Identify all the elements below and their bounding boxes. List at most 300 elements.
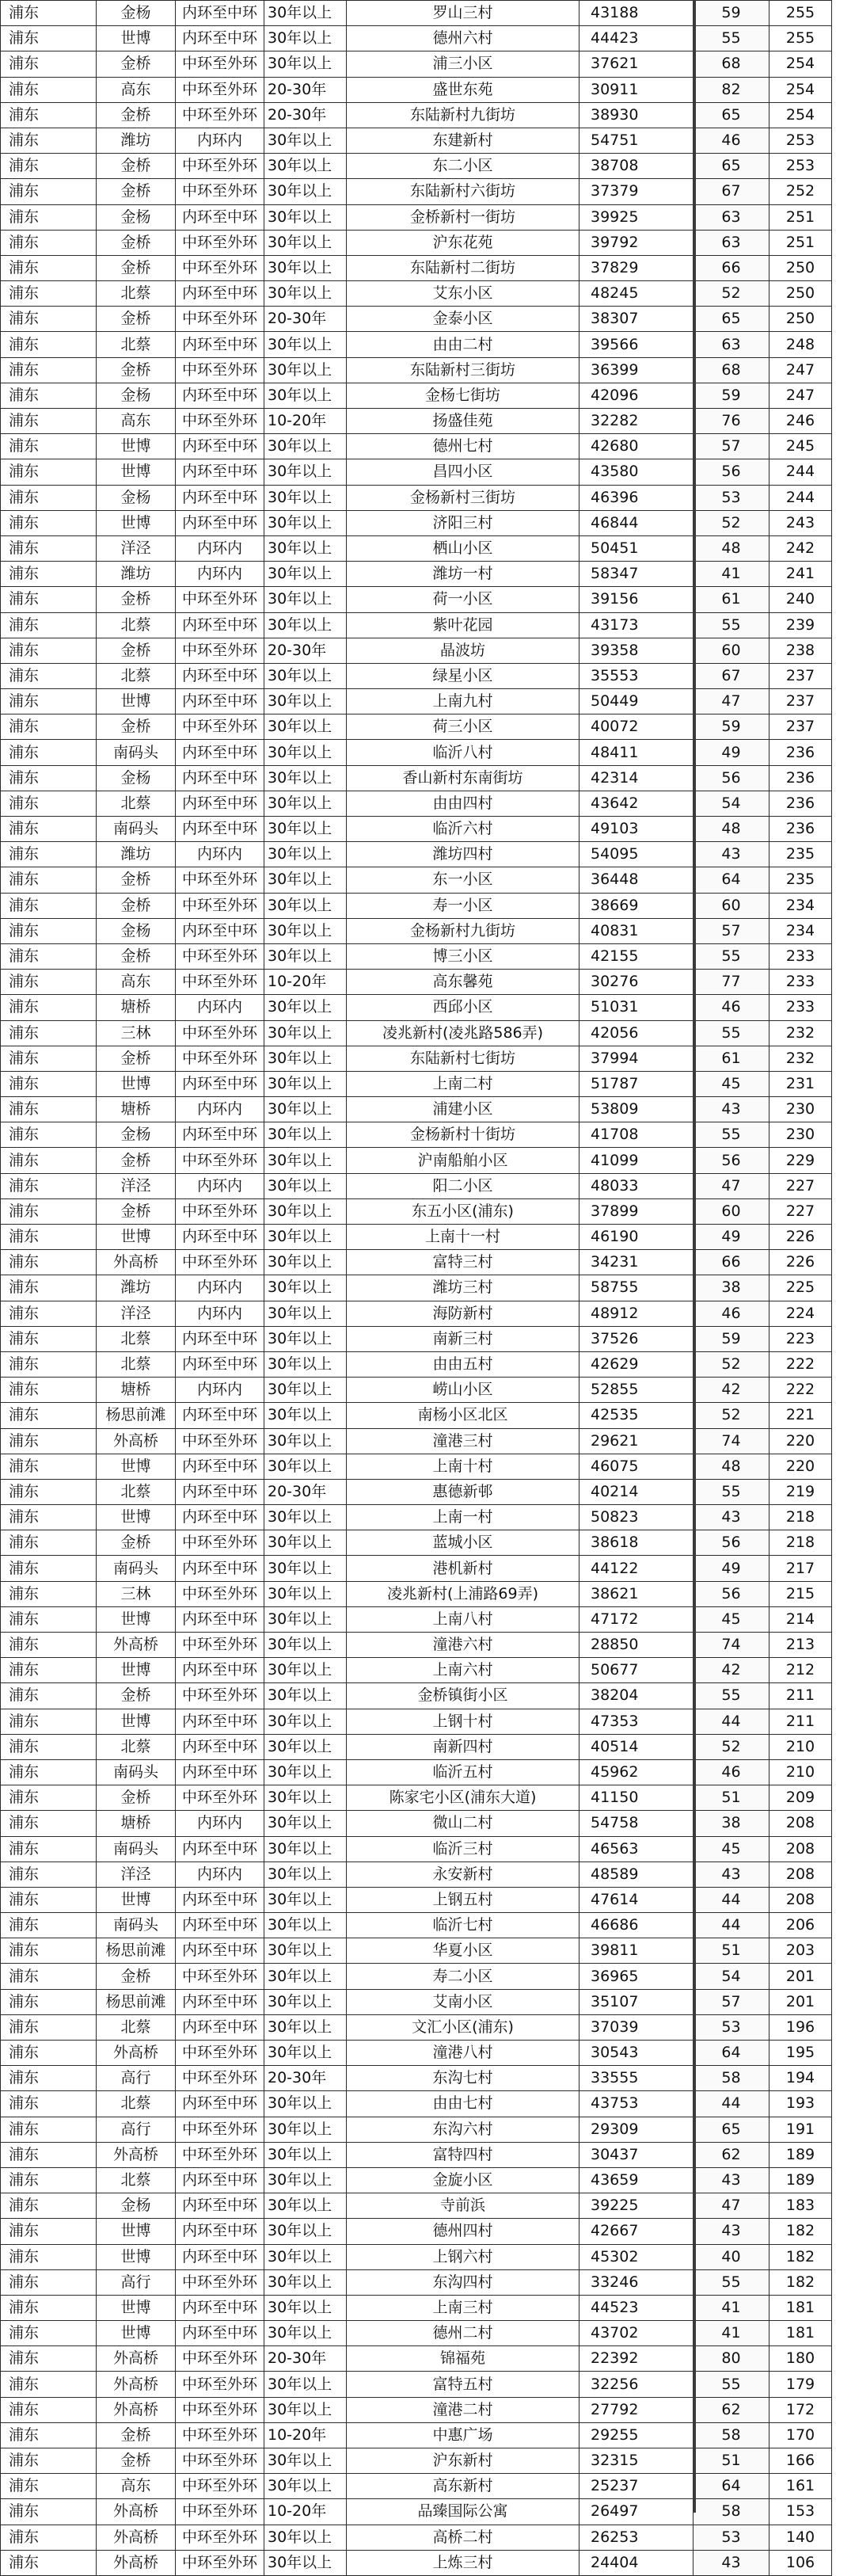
table-row xyxy=(1,357,832,383)
area-cell: 北蔡 xyxy=(97,281,176,307)
community-name-cell: 南杨小区北区 xyxy=(347,1403,580,1428)
district-cell: 浦东 xyxy=(1,1505,97,1530)
table-row xyxy=(1,2321,832,2346)
district-cell: 浦东 xyxy=(1,434,97,459)
ring-cell: 中环至外环 xyxy=(176,2269,264,2295)
community-name-cell: 金桥镇街小区 xyxy=(347,1683,580,1709)
area-cell: 金桥 xyxy=(97,893,176,918)
price-cell: 50823 xyxy=(580,1505,694,1530)
score-cell: 51 xyxy=(694,2448,770,2474)
age-cell: 30年以上 xyxy=(264,2041,347,2066)
age-cell: 30年以上 xyxy=(264,1428,347,1454)
price-cell: 42535 xyxy=(580,1403,694,1428)
district-cell: 浦东 xyxy=(1,765,97,791)
price-cell: 45962 xyxy=(580,1759,694,1785)
community-name-cell: 荷三小区 xyxy=(347,714,580,740)
ring-cell: 中环至外环 xyxy=(176,2372,264,2397)
ring-cell: 内环至中环 xyxy=(176,1071,264,1096)
score-cell: 43 xyxy=(694,2167,770,2193)
district-cell: 浦东 xyxy=(1,2422,97,2448)
age-cell: 30年以上 xyxy=(264,2372,347,2397)
price-cell: 38621 xyxy=(580,1581,694,1606)
ring-cell: 中环至外环 xyxy=(176,893,264,918)
age-cell: 20-30年 xyxy=(264,2066,347,2091)
score-cell: 52 xyxy=(694,1351,770,1377)
district-cell: 浦东 xyxy=(1,1862,97,1887)
age-cell: 30年以上 xyxy=(264,1225,347,1250)
rank-cell: 166 xyxy=(770,2448,832,2474)
score-cell: 56 xyxy=(694,1148,770,1173)
area-cell: 潍坊 xyxy=(97,1275,176,1301)
price-cell: 44523 xyxy=(580,2295,694,2320)
age-cell: 30年以上 xyxy=(264,817,347,842)
table-row xyxy=(1,587,832,612)
age-cell: 30年以上 xyxy=(264,1964,347,1989)
community-name-cell: 金杨七街坊 xyxy=(347,383,580,408)
table-row xyxy=(1,1,832,26)
district-cell: 浦东 xyxy=(1,689,97,714)
price-cell: 37039 xyxy=(580,2014,694,2040)
district-cell: 浦东 xyxy=(1,943,97,969)
age-cell: 30年以上 xyxy=(264,1759,347,1785)
area-cell: 金杨 xyxy=(97,765,176,791)
rank-cell: 239 xyxy=(770,612,832,638)
rank-cell: 254 xyxy=(770,77,832,102)
ring-cell: 中环至外环 xyxy=(176,2346,264,2372)
table-row xyxy=(1,2499,832,2525)
age-cell: 30年以上 xyxy=(264,51,347,77)
ring-cell: 中环至外环 xyxy=(176,77,264,102)
community-name-cell: 上炼三村 xyxy=(347,2550,580,2575)
score-cell: 47 xyxy=(694,2193,770,2219)
price-cell: 42056 xyxy=(580,1020,694,1046)
table-row xyxy=(1,842,832,867)
score-cell: 40 xyxy=(694,2244,770,2269)
price-cell: 38618 xyxy=(580,1530,694,1556)
ring-cell: 内环至中环 xyxy=(176,2193,264,2219)
ring-cell: 内环至中环 xyxy=(176,689,264,714)
ring-cell: 中环至外环 xyxy=(176,230,264,255)
area-cell: 金桥 xyxy=(97,1148,176,1173)
table-row xyxy=(1,663,832,688)
price-cell: 39811 xyxy=(580,1938,694,1964)
district-cell: 浦东 xyxy=(1,332,97,357)
table-row xyxy=(1,2219,832,2244)
area-cell: 潍坊 xyxy=(97,562,176,587)
age-cell: 30年以上 xyxy=(264,510,347,535)
score-cell: 52 xyxy=(694,1734,770,1759)
community-name-cell: 东陆新村三街坊 xyxy=(347,357,580,383)
ring-cell: 内环至中环 xyxy=(176,1759,264,1785)
community-name-cell: 上南二村 xyxy=(347,1071,580,1096)
table-body xyxy=(1,1,832,2576)
community-name-cell: 金杨新村十街坊 xyxy=(347,1122,580,1148)
ring-cell: 中环至外环 xyxy=(176,587,264,612)
price-cell: 35553 xyxy=(580,663,694,688)
area-cell: 金桥 xyxy=(97,1198,176,1224)
score-cell: 60 xyxy=(694,893,770,918)
table-row xyxy=(1,2346,832,2372)
area-cell: 世博 xyxy=(97,1887,176,1912)
age-cell: 30年以上 xyxy=(264,612,347,638)
ring-cell: 中环至外环 xyxy=(176,154,264,179)
table-row xyxy=(1,562,832,587)
age-cell: 30年以上 xyxy=(264,1020,347,1046)
ring-cell: 内环至中环 xyxy=(176,1836,264,1862)
community-name-cell: 中惠广场 xyxy=(347,2422,580,2448)
price-cell: 32256 xyxy=(580,2372,694,2397)
district-cell: 浦东 xyxy=(1,1683,97,1709)
community-name-cell: 香山新村东南街坊 xyxy=(347,765,580,791)
ring-cell: 中环至外环 xyxy=(176,2397,264,2422)
score-cell: 43 xyxy=(694,1862,770,1887)
community-name-cell: 临沂三村 xyxy=(347,1836,580,1862)
table-row xyxy=(1,434,832,459)
rank-cell: 218 xyxy=(770,1505,832,1530)
score-cell: 62 xyxy=(694,2142,770,2167)
rank-cell: 219 xyxy=(770,1479,832,1504)
table-row xyxy=(1,179,832,204)
rank-cell: 236 xyxy=(770,817,832,842)
rank-cell: 221 xyxy=(770,1403,832,1428)
community-name-cell: 上南十村 xyxy=(347,1454,580,1479)
age-cell: 30年以上 xyxy=(264,1938,347,1964)
age-cell: 30年以上 xyxy=(264,765,347,791)
community-name-cell: 临沂五村 xyxy=(347,1759,580,1785)
table-row xyxy=(1,2066,832,2091)
price-cell: 48411 xyxy=(580,740,694,765)
ring-cell: 内环内 xyxy=(176,1275,264,1301)
area-cell: 世博 xyxy=(97,1454,176,1479)
rank-cell: 170 xyxy=(770,2422,832,2448)
community-name-cell: 崂山小区 xyxy=(347,1378,580,1403)
score-cell: 55 xyxy=(694,26,770,51)
table-row xyxy=(1,1505,832,1530)
community-name-cell: 海防新村 xyxy=(347,1301,580,1326)
table-row xyxy=(1,1351,832,1377)
table-row xyxy=(1,1811,832,1836)
table-row xyxy=(1,2269,832,2295)
price-cell: 26253 xyxy=(580,2525,694,2550)
score-cell: 64 xyxy=(694,2041,770,2066)
community-name-cell: 寿二小区 xyxy=(347,1964,580,1989)
community-name-cell: 南新四村 xyxy=(347,1734,580,1759)
price-cell: 43702 xyxy=(580,2321,694,2346)
rank-cell: 206 xyxy=(770,1913,832,1938)
table-row xyxy=(1,1454,832,1479)
community-name-cell: 上钢六村 xyxy=(347,2244,580,2269)
rank-cell: 233 xyxy=(770,970,832,995)
area-cell: 世博 xyxy=(97,2321,176,2346)
table-row xyxy=(1,893,832,918)
table-row xyxy=(1,128,832,153)
district-cell: 浦东 xyxy=(1,1301,97,1326)
district-cell: 浦东 xyxy=(1,1556,97,1581)
table-row xyxy=(1,26,832,51)
community-name-cell: 富特五村 xyxy=(347,2372,580,2397)
community-name-cell: 蓝城小区 xyxy=(347,1530,580,1556)
rank-cell: 191 xyxy=(770,2117,832,2142)
area-cell: 金桥 xyxy=(97,154,176,179)
price-cell: 46686 xyxy=(580,1913,694,1938)
rank-cell: 255 xyxy=(770,1,832,26)
community-name-cell: 东沟七村 xyxy=(347,2066,580,2091)
age-cell: 30年以上 xyxy=(264,1,347,26)
area-cell: 塘桥 xyxy=(97,1097,176,1122)
community-name-cell: 文汇小区(浦东) xyxy=(347,2014,580,2040)
score-cell: 55 xyxy=(694,1683,770,1709)
district-cell: 浦东 xyxy=(1,1097,97,1122)
rank-cell: 236 xyxy=(770,765,832,791)
score-cell: 66 xyxy=(694,1250,770,1275)
community-name-cell: 浦建小区 xyxy=(347,1097,580,1122)
ring-cell: 内环至中环 xyxy=(176,383,264,408)
age-cell: 30年以上 xyxy=(264,714,347,740)
ring-cell: 内环至中环 xyxy=(176,663,264,688)
district-cell: 浦东 xyxy=(1,1326,97,1351)
community-name-cell: 阳二小区 xyxy=(347,1173,580,1198)
price-cell: 42680 xyxy=(580,434,694,459)
ring-cell: 内环至中环 xyxy=(176,1709,264,1734)
price-cell: 30276 xyxy=(580,970,694,995)
age-cell: 30年以上 xyxy=(264,154,347,179)
age-cell: 30年以上 xyxy=(264,740,347,765)
score-cell: 53 xyxy=(694,2525,770,2550)
community-name-cell: 潍坊四村 xyxy=(347,842,580,867)
score-cell: 63 xyxy=(694,230,770,255)
table-row xyxy=(1,2422,832,2448)
community-name-cell: 德州七村 xyxy=(347,434,580,459)
age-cell: 30年以上 xyxy=(264,1250,347,1275)
district-cell: 浦东 xyxy=(1,1836,97,1862)
ring-cell: 内环至中环 xyxy=(176,434,264,459)
score-cell: 76 xyxy=(694,409,770,434)
rank-cell: 182 xyxy=(770,2244,832,2269)
age-cell: 30年以上 xyxy=(264,893,347,918)
price-cell: 37379 xyxy=(580,179,694,204)
district-cell: 浦东 xyxy=(1,970,97,995)
district-cell: 浦东 xyxy=(1,2014,97,2040)
rank-cell: 233 xyxy=(770,995,832,1020)
rank-cell: 244 xyxy=(770,485,832,510)
price-cell: 42667 xyxy=(580,2219,694,2244)
area-cell: 金桥 xyxy=(97,638,176,663)
area-cell: 北蔡 xyxy=(97,1351,176,1377)
ring-cell: 内环内 xyxy=(176,128,264,153)
community-name-cell: 东陆新村六街坊 xyxy=(347,179,580,204)
score-cell: 55 xyxy=(694,1020,770,1046)
district-cell: 浦东 xyxy=(1,587,97,612)
rank-cell: 211 xyxy=(770,1683,832,1709)
age-cell: 30年以上 xyxy=(264,1785,347,1811)
score-cell: 52 xyxy=(694,510,770,535)
table-row xyxy=(1,459,832,485)
ring-cell: 中环至外环 xyxy=(176,1250,264,1275)
score-cell: 42 xyxy=(694,1378,770,1403)
price-cell: 48589 xyxy=(580,1862,694,1887)
score-cell: 58 xyxy=(694,2499,770,2525)
district-cell: 浦东 xyxy=(1,2269,97,2295)
table-row xyxy=(1,1606,832,1632)
price-cell: 36965 xyxy=(580,1964,694,1989)
score-cell: 54 xyxy=(694,791,770,816)
district-cell: 浦东 xyxy=(1,1020,97,1046)
district-cell: 浦东 xyxy=(1,409,97,434)
table-row xyxy=(1,1734,832,1759)
ring-cell: 内环至中环 xyxy=(176,1734,264,1759)
score-cell: 57 xyxy=(694,918,770,943)
district-cell: 浦东 xyxy=(1,2193,97,2219)
rank-cell: 229 xyxy=(770,1148,832,1173)
community-name-cell: 潼港三村 xyxy=(347,1428,580,1454)
community-name-cell: 东沟四村 xyxy=(347,2269,580,2295)
ring-cell: 内环内 xyxy=(176,1173,264,1198)
ring-cell: 内环至中环 xyxy=(176,2014,264,2040)
age-cell: 30年以上 xyxy=(264,995,347,1020)
rank-cell: 193 xyxy=(770,2091,832,2117)
rank-cell: 201 xyxy=(770,1964,832,1989)
age-cell: 30年以上 xyxy=(264,485,347,510)
district-cell: 浦东 xyxy=(1,893,97,918)
table-row xyxy=(1,1378,832,1403)
price-cell: 32282 xyxy=(580,409,694,434)
table-row xyxy=(1,154,832,179)
age-cell: 20-30年 xyxy=(264,638,347,663)
community-name-cell: 罗山三村 xyxy=(347,1,580,26)
rank-cell: 227 xyxy=(770,1173,832,1198)
rank-cell: 209 xyxy=(770,1785,832,1811)
ring-cell: 内环至中环 xyxy=(176,281,264,307)
age-cell: 30年以上 xyxy=(264,1301,347,1326)
ring-cell: 内环至中环 xyxy=(176,1326,264,1351)
district-cell: 浦东 xyxy=(1,1454,97,1479)
price-cell: 43580 xyxy=(580,459,694,485)
district-cell: 浦东 xyxy=(1,2397,97,2422)
district-cell: 浦东 xyxy=(1,102,97,128)
area-cell: 金杨 xyxy=(97,204,176,230)
age-cell: 30年以上 xyxy=(264,1351,347,1377)
price-cell: 28850 xyxy=(580,1633,694,1658)
price-cell: 42096 xyxy=(580,383,694,408)
district-cell: 浦东 xyxy=(1,2117,97,2142)
price-cell: 30437 xyxy=(580,2142,694,2167)
area-cell: 塘桥 xyxy=(97,1378,176,1403)
age-cell: 30年以上 xyxy=(264,1913,347,1938)
price-cell: 37994 xyxy=(580,1046,694,1071)
age-cell: 30年以上 xyxy=(264,1454,347,1479)
community-name-cell: 沪南船舶小区 xyxy=(347,1148,580,1173)
community-name-cell: 德州四村 xyxy=(347,2219,580,2244)
table-row xyxy=(1,1148,832,1173)
community-name-cell: 上南三村 xyxy=(347,2295,580,2320)
score-cell: 47 xyxy=(694,689,770,714)
score-cell: 67 xyxy=(694,179,770,204)
community-name-cell: 富特四村 xyxy=(347,2142,580,2167)
ring-cell: 内环至中环 xyxy=(176,918,264,943)
area-cell: 世博 xyxy=(97,2219,176,2244)
score-cell: 55 xyxy=(694,1479,770,1504)
district-cell: 浦东 xyxy=(1,2321,97,2346)
area-cell: 金桥 xyxy=(97,1530,176,1556)
rank-cell: 189 xyxy=(770,2167,832,2193)
age-cell: 10-20年 xyxy=(264,409,347,434)
score-cell: 49 xyxy=(694,1225,770,1250)
age-cell: 10-20年 xyxy=(264,970,347,995)
district-cell: 浦东 xyxy=(1,1658,97,1683)
rank-cell: 208 xyxy=(770,1887,832,1912)
rank-cell: 210 xyxy=(770,1759,832,1785)
community-name-cell: 艾东小区 xyxy=(347,281,580,307)
rank-cell: 140 xyxy=(770,2525,832,2550)
age-cell: 20-30年 xyxy=(264,2346,347,2372)
score-cell: 55 xyxy=(694,612,770,638)
table-row xyxy=(1,230,832,255)
age-cell: 20-30年 xyxy=(264,307,347,332)
price-cell: 45302 xyxy=(580,2244,694,2269)
ring-cell: 内环至中环 xyxy=(176,485,264,510)
area-cell: 洋泾 xyxy=(97,1173,176,1198)
rank-cell: 244 xyxy=(770,459,832,485)
score-cell: 38 xyxy=(694,1811,770,1836)
ring-cell: 中环至外环 xyxy=(176,1633,264,1658)
table-row xyxy=(1,1326,832,1351)
ring-cell: 中环至外环 xyxy=(176,2448,264,2474)
score-cell: 60 xyxy=(694,638,770,663)
ring-cell: 内环至中环 xyxy=(176,612,264,638)
score-cell: 64 xyxy=(694,867,770,893)
rank-cell: 246 xyxy=(770,409,832,434)
ring-cell: 中环至外环 xyxy=(176,2474,264,2499)
district-cell: 浦东 xyxy=(1,1198,97,1224)
age-cell: 30年以上 xyxy=(264,1071,347,1096)
ring-cell: 中环至外环 xyxy=(176,2422,264,2448)
area-cell: 世博 xyxy=(97,510,176,535)
district-cell: 浦东 xyxy=(1,2474,97,2499)
district-cell: 浦东 xyxy=(1,918,97,943)
table-row xyxy=(1,1530,832,1556)
score-cell: 52 xyxy=(694,281,770,307)
district-cell: 浦东 xyxy=(1,1122,97,1148)
community-name-cell: 高东馨苑 xyxy=(347,970,580,995)
age-cell: 30年以上 xyxy=(264,943,347,969)
community-name-cell: 绿星小区 xyxy=(347,663,580,688)
score-cell: 51 xyxy=(694,1785,770,1811)
community-name-cell: 由由四村 xyxy=(347,791,580,816)
table-row xyxy=(1,995,832,1020)
score-cell: 55 xyxy=(694,943,770,969)
community-name-cell: 上南六村 xyxy=(347,1658,580,1683)
area-cell: 金桥 xyxy=(97,2422,176,2448)
area-cell: 金桥 xyxy=(97,307,176,332)
district-cell: 浦东 xyxy=(1,663,97,688)
rank-cell: 251 xyxy=(770,230,832,255)
price-cell: 39566 xyxy=(580,332,694,357)
rank-cell: 217 xyxy=(770,1556,832,1581)
score-cell: 66 xyxy=(694,255,770,280)
table-row xyxy=(1,1122,832,1148)
rank-cell: 214 xyxy=(770,1606,832,1632)
age-cell: 30年以上 xyxy=(264,1505,347,1530)
area-cell: 外高桥 xyxy=(97,2499,176,2525)
age-cell: 20-30年 xyxy=(264,102,347,128)
area-cell: 塘桥 xyxy=(97,1811,176,1836)
community-name-cell: 上南八村 xyxy=(347,1606,580,1632)
community-name-cell: 扬盛佳苑 xyxy=(347,409,580,434)
price-cell: 40072 xyxy=(580,714,694,740)
ring-cell: 内环至中环 xyxy=(176,765,264,791)
district-cell: 浦东 xyxy=(1,612,97,638)
score-cell: 44 xyxy=(694,1887,770,1912)
